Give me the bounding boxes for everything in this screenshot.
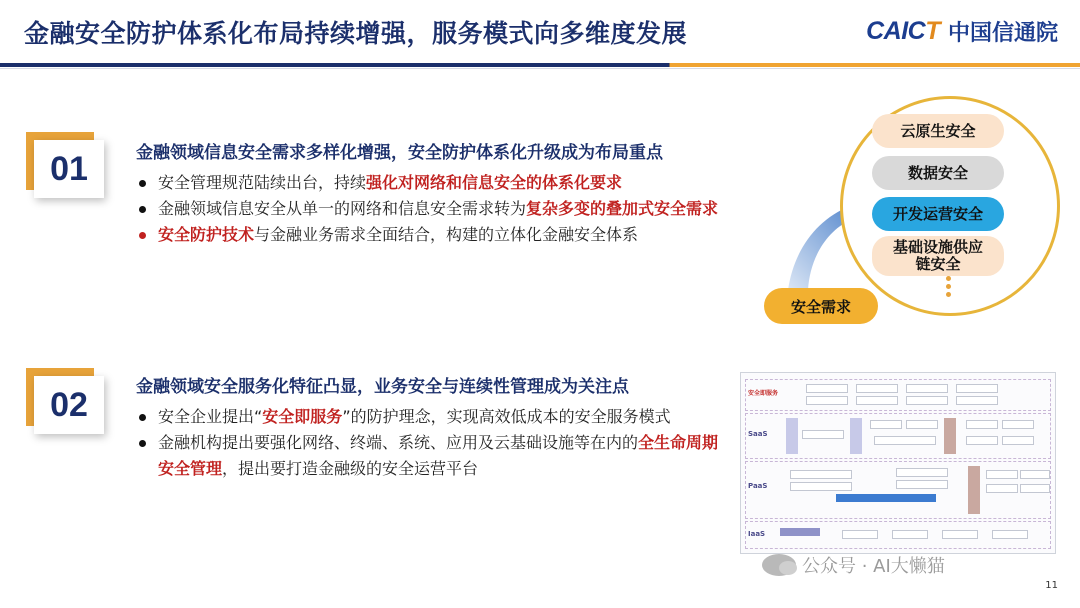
- section-title: 金融领域安全服务化特征凸显，业务安全与连续性管理成为关注点: [136, 377, 629, 397]
- list-item: 安全企业提出“安全即服务”的防护理念，实现高效低成本的安全服务模式: [136, 404, 722, 430]
- caict-logo: [866, 16, 1058, 47]
- list-item: 金融领域信息安全从单一的网络和信息安全需求转为复杂多变的叠加式安全需求: [136, 196, 746, 222]
- diagram-item: 云原生安全: [872, 114, 1004, 148]
- diagram-item: 基础设施供应链安全: [872, 236, 1004, 276]
- tier-saas: SaaS: [745, 413, 1051, 459]
- list-item: 金融机构提出要强化网络、终端、系统、应用及云基础设施等在内的全生命周期安全管理，提出要打造金融级的安全运营平台: [136, 430, 722, 482]
- list-item: 安全管理规范陆续出台，持续强化对网络和信息安全的体系化要求: [136, 170, 746, 196]
- bullet-list: [136, 404, 722, 482]
- architecture-diagram: [740, 372, 1056, 554]
- logo-en-text: CAICT: [866, 17, 940, 45]
- section-number-box: [26, 368, 98, 430]
- diagram-item: 开发运营安全: [872, 197, 1004, 231]
- list-item: 安全防护技术与金融业务需求全面结合，构建的立体化金融安全体系: [136, 222, 746, 248]
- tier-paas: PaaS: [745, 461, 1051, 519]
- watermark: 公众号 · AI大懒猫: [762, 552, 945, 578]
- ellipsis-dots: [946, 276, 952, 300]
- header-divider-thin: [0, 68, 1080, 69]
- section-number-box: [26, 132, 98, 194]
- wechat-icon: [762, 554, 796, 576]
- section-number: 02: [34, 376, 104, 434]
- page-title: 金融安全防护体系化布局持续增强，服务模式向多维度发展: [24, 19, 688, 48]
- header-divider: [0, 63, 1080, 67]
- bullet-list: [136, 170, 746, 248]
- page-number: 11: [1045, 580, 1058, 591]
- tier-security-service: 安全即服务: [745, 379, 1051, 411]
- section-number: 01: [34, 140, 104, 198]
- tier-iaas: IaaS: [745, 521, 1051, 549]
- logo-cn-text: 中国信通院: [947, 21, 1058, 46]
- section-title: 金融领域信息安全需求多样化增强，安全防护体系化升级成为布局重点: [136, 143, 663, 163]
- need-badge: 安全需求: [764, 288, 878, 324]
- diagram-item: 数据安全: [872, 156, 1004, 190]
